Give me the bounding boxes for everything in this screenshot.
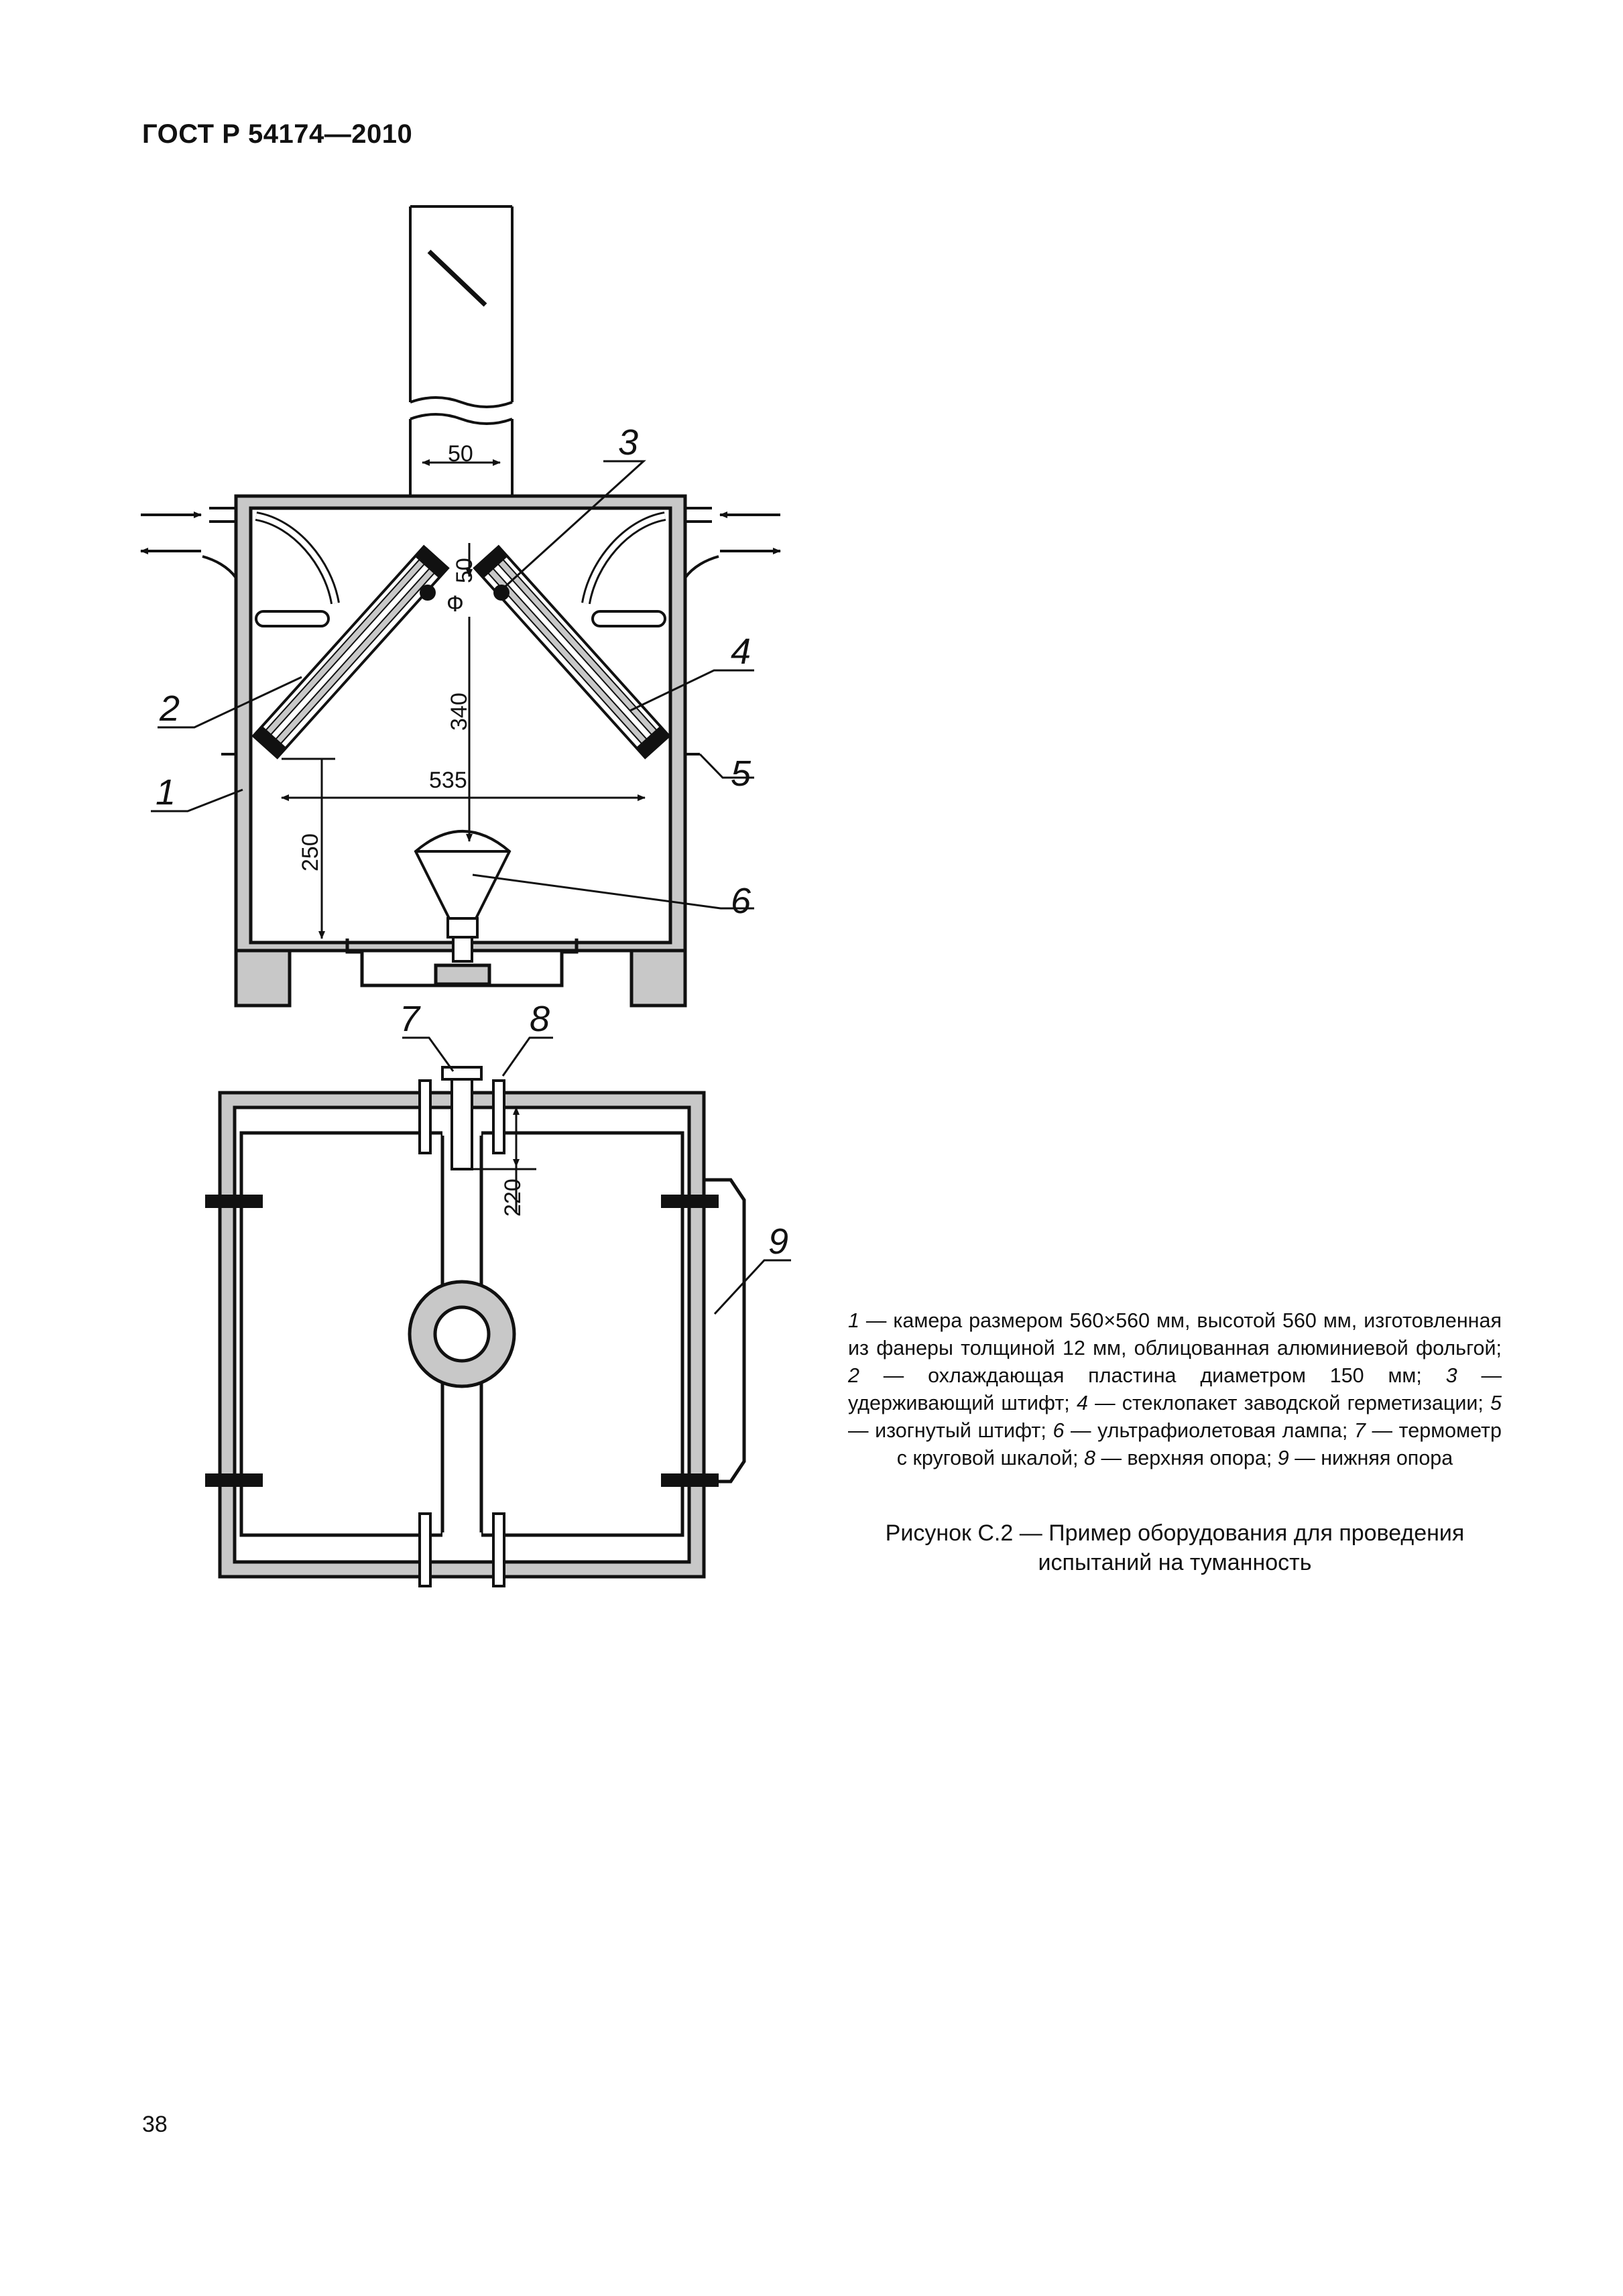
label-6: 6 [731,881,752,921]
label-5: 5 [731,753,752,794]
document-header: ГОСТ Р 54174—2010 [142,119,413,149]
figure-caption: Рисунок С.2 — Пример оборудования для проведения испытаний на туманность [885,1520,1465,1575]
legend-item: 7 — термометр с круговой шкалой; [896,1419,1502,1469]
page-number: 38 [142,2112,168,2137]
dim-220: 220 [500,1179,526,1217]
dim-50-vert: 50 [452,558,477,583]
legend-item: 1 — камера размером 560×560 мм, высотой 560 мм, изготовленная из фанеры толщиной 12 мм, облицованная алюминиевой фольгой; [848,1309,1502,1360]
legend-item: 6 — ультрафиолетовая лампа; [1053,1419,1354,1442]
legend-item: 3 — удерживающий штифт; [848,1364,1502,1414]
dim-340: 340 [446,692,472,731]
label-1: 1 [156,772,176,812]
dim-535: 535 [429,768,467,793]
dim-phi: Ф [446,591,464,617]
legend-item: 5 — изогнутый штифт; [848,1392,1502,1442]
legend-item: 8 — верхняя опора; [1084,1447,1278,1469]
legend-item: 4 — стеклопакет заводской герметизации; [1076,1392,1491,1414]
legend-item: 2 — охлаждающая пластина диаметром 150 мм; [848,1364,1446,1387]
label-7: 7 [400,999,420,1039]
figure-legend [848,1307,1502,1472]
label-8: 8 [530,999,550,1039]
label-3: 3 [618,422,639,463]
dim-50-top: 50 [448,441,473,467]
legend-item: 9 — нижняя опора [1277,1447,1453,1469]
lower-support-handle [704,1180,744,1482]
label-2: 2 [160,688,180,729]
label-4: 4 [731,631,752,672]
dim-250: 250 [298,833,323,871]
label-9: 9 [768,1221,789,1262]
